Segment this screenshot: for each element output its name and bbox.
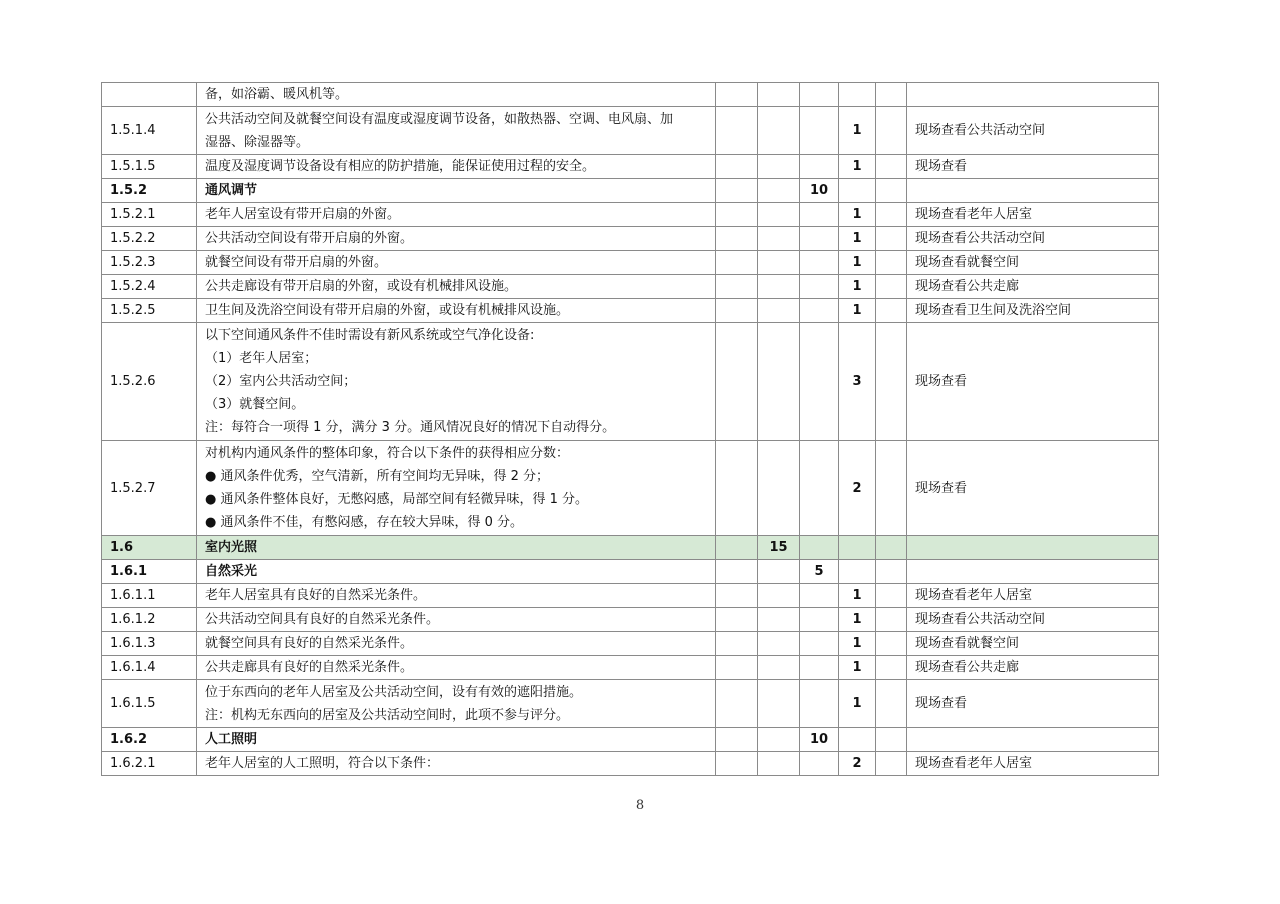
table-row: [102, 323, 1159, 441]
score-col-5: [876, 752, 907, 776]
score-col-1: [716, 728, 758, 752]
item-description: [197, 179, 716, 203]
item-description: [197, 107, 716, 155]
item-code: 1.6.1.5: [102, 680, 197, 728]
item-description: [197, 251, 716, 275]
assessment-method: [907, 83, 1159, 107]
assessment-method: 现场查看公共活动空间: [907, 227, 1159, 251]
item-description: [197, 203, 716, 227]
score-col-2: [758, 728, 800, 752]
score-col-3: [800, 227, 839, 251]
description-line: （2）室内公共活动空间；: [205, 374, 357, 389]
score-col-4: 1: [839, 203, 876, 227]
score-col-4: 1: [839, 155, 876, 179]
score-col-4: [839, 536, 876, 560]
item-description: [197, 752, 716, 776]
score-col-1: [716, 608, 758, 632]
item-code: 1.5.2.6: [102, 323, 197, 441]
score-col-3: [800, 323, 839, 441]
score-col-1: [716, 107, 758, 155]
item-description: [197, 584, 716, 608]
description-line: 公共活动空间具有良好的自然采光条件。: [205, 612, 440, 627]
description-line: 老年人居室设有带开启扇的外窗。: [205, 207, 401, 222]
score-col-2: [758, 299, 800, 323]
section-row: [102, 536, 1159, 560]
item-code: 1.5.1.5: [102, 155, 197, 179]
description-line: 注：机构无东西向的居室及公共活动空间时，此项不参与评分。: [205, 707, 570, 723]
score-col-1: [716, 227, 758, 251]
score-col-3: [800, 155, 839, 179]
item-code: 1.5.2.5: [102, 299, 197, 323]
description-line: 室内光照: [205, 540, 258, 555]
score-col-3: [800, 536, 839, 560]
description-line: （3）就餐空间。: [205, 397, 305, 412]
score-col-5: [876, 251, 907, 275]
score-col-4: 1: [839, 251, 876, 275]
description-line: 自然采光: [205, 564, 258, 579]
evaluation-table: [101, 82, 1159, 776]
score-col-1: [716, 584, 758, 608]
score-col-4: [839, 179, 876, 203]
assessment-method: [907, 179, 1159, 203]
assessment-method: 现场查看就餐空间: [907, 632, 1159, 656]
item-description: [197, 632, 716, 656]
item-code: 1.5.2.1: [102, 203, 197, 227]
score-col-4: 3: [839, 323, 876, 441]
description-line: 人工照明: [205, 732, 258, 747]
item-description: [197, 155, 716, 179]
score-col-3: [800, 441, 839, 536]
item-code: 1.6.1.2: [102, 608, 197, 632]
subsection-row: [102, 560, 1159, 584]
table-row: [102, 107, 1159, 155]
table-row: [102, 608, 1159, 632]
assessment-method: 现场查看就餐空间: [907, 251, 1159, 275]
item-description: [197, 656, 716, 680]
description-line: 湿器、除湿器等。: [205, 134, 310, 150]
item-code: 1.5.2.3: [102, 251, 197, 275]
score-col-1: [716, 203, 758, 227]
score-col-2: [758, 323, 800, 441]
assessment-method: 现场查看老年人居室: [907, 584, 1159, 608]
assessment-method: 现场查看公共活动空间: [907, 608, 1159, 632]
score-col-2: [758, 203, 800, 227]
score-col-2: [758, 275, 800, 299]
description-line: 对机构内通风条件的整体印象，符合以下条件的获得相应分数：: [205, 446, 570, 461]
score-col-1: [716, 155, 758, 179]
score-col-5: [876, 584, 907, 608]
score-col-5: [876, 155, 907, 179]
score-col-3: [800, 584, 839, 608]
item-description: [197, 728, 716, 752]
item-code: 1.6.1.4: [102, 656, 197, 680]
assessment-method: [907, 560, 1159, 584]
score-col-5: [876, 680, 907, 728]
item-code: 1.6.2: [102, 728, 197, 752]
score-col-5: [876, 227, 907, 251]
score-col-1: [716, 656, 758, 680]
score-col-3: 10: [800, 728, 839, 752]
item-description: [197, 441, 716, 536]
table-row: [102, 752, 1159, 776]
assessment-method: 现场查看: [907, 680, 1159, 728]
score-col-3: [800, 107, 839, 155]
description-line: ● 通风条件优秀，空气清新，所有空间均无异味，得 2 分；: [205, 469, 550, 484]
score-col-4: 1: [839, 632, 876, 656]
score-col-3: [800, 251, 839, 275]
table-row: [102, 441, 1159, 536]
score-col-5: [876, 536, 907, 560]
item-description: [197, 323, 716, 441]
item-description: [197, 608, 716, 632]
score-col-1: [716, 560, 758, 584]
score-col-5: [876, 323, 907, 441]
item-code: 1.5.1.4: [102, 107, 197, 155]
item-code: [102, 83, 197, 107]
score-col-1: [716, 275, 758, 299]
score-col-3: 10: [800, 179, 839, 203]
description-line: 卫生间及洗浴空间设有带开启扇的外窗，或设有机械排风设施。: [205, 303, 570, 318]
score-col-4: 2: [839, 441, 876, 536]
score-col-2: [758, 632, 800, 656]
score-col-2: [758, 680, 800, 728]
description-line: 以下空间通风条件不佳时需设有新风系统或空气净化设备:: [205, 328, 535, 343]
item-description: [197, 560, 716, 584]
score-col-4: 1: [839, 608, 876, 632]
item-description: [197, 680, 716, 728]
description-line: 注：每符合一项得 1 分，满分 3 分。通风情况良好的情况下自动得分。: [205, 420, 616, 435]
description-line: 备，如浴霸、暖风机等。: [205, 87, 349, 102]
score-col-4: 1: [839, 680, 876, 728]
score-col-2: [758, 752, 800, 776]
score-col-1: [716, 680, 758, 728]
score-col-2: [758, 107, 800, 155]
score-col-3: [800, 299, 839, 323]
score-col-4: 1: [839, 275, 876, 299]
score-col-5: [876, 608, 907, 632]
description-line: 老年人居室具有良好的自然采光条件。: [205, 588, 427, 603]
score-col-2: [758, 83, 800, 107]
item-description: [197, 536, 716, 560]
score-col-4: 1: [839, 584, 876, 608]
item-code: 1.6.1: [102, 560, 197, 584]
score-col-2: [758, 656, 800, 680]
item-description: [197, 83, 716, 107]
item-description: [197, 227, 716, 251]
score-col-2: [758, 251, 800, 275]
score-col-2: [758, 179, 800, 203]
score-col-4: 1: [839, 656, 876, 680]
description-line: 公共活动空间设有带开启扇的外窗。: [205, 231, 414, 246]
description-line: ● 通风条件整体良好，无憋闷感，局部空间有轻微异味，得 1 分。: [205, 492, 589, 507]
subsection-row: [102, 179, 1159, 203]
score-col-1: [716, 179, 758, 203]
item-code: 1.6: [102, 536, 197, 560]
score-col-3: [800, 203, 839, 227]
score-col-5: [876, 632, 907, 656]
assessment-method: 现场查看卫生间及洗浴空间: [907, 299, 1159, 323]
description-line: 位于东西向的老年人居室及公共活动空间，设有有效的遮阳措施。: [205, 684, 583, 700]
score-col-4: [839, 83, 876, 107]
page-number: 8: [635, 798, 645, 813]
score-col-1: [716, 323, 758, 441]
score-col-1: [716, 632, 758, 656]
score-col-4: 1: [839, 107, 876, 155]
assessment-method: 现场查看: [907, 323, 1159, 441]
score-col-1: [716, 299, 758, 323]
score-col-1: [716, 83, 758, 107]
table-row: [102, 203, 1159, 227]
description-line: 老年人居室的人工照明，符合以下条件：: [205, 756, 440, 771]
item-code: 1.5.2.2: [102, 227, 197, 251]
score-col-4: [839, 560, 876, 584]
score-col-5: [876, 560, 907, 584]
table-row: [102, 656, 1159, 680]
score-col-3: [800, 275, 839, 299]
score-col-5: [876, 179, 907, 203]
score-col-3: [800, 632, 839, 656]
description-line: 公共走廊具有良好的自然采光条件。: [205, 660, 414, 675]
assessment-method: 现场查看公共活动空间: [907, 107, 1159, 155]
description-line: 公共活动空间及就餐空间设有温度或湿度调节设备，如散热器、空调、电风扇、加: [205, 111, 674, 127]
item-code: 1.6.1.3: [102, 632, 197, 656]
score-col-5: [876, 203, 907, 227]
table-row: [102, 680, 1159, 728]
score-col-4: 1: [839, 299, 876, 323]
score-col-3: [800, 608, 839, 632]
score-col-1: [716, 536, 758, 560]
item-description: [197, 299, 716, 323]
score-col-1: [716, 441, 758, 536]
score-col-5: [876, 83, 907, 107]
score-col-2: [758, 155, 800, 179]
description-line: （1）老年人居室；: [205, 351, 318, 366]
table-row: [102, 155, 1159, 179]
table-row: [102, 299, 1159, 323]
score-col-3: 5: [800, 560, 839, 584]
score-col-3: [800, 752, 839, 776]
table-row: [102, 584, 1159, 608]
item-code: 1.5.2.4: [102, 275, 197, 299]
description-line: 公共走廊设有带开启扇的外窗，或设有机械排风设施。: [205, 279, 518, 294]
assessment-method: 现场查看公共走廊: [907, 656, 1159, 680]
description-line: 就餐空间具有良好的自然采光条件。: [205, 636, 414, 651]
description-line: 通风调节: [205, 183, 258, 198]
description-line: ● 通风条件不佳，有憋闷感，存在较大异味，得 0 分。: [205, 515, 524, 530]
score-col-2: [758, 227, 800, 251]
item-code: 1.5.2: [102, 179, 197, 203]
assessment-method: 现场查看公共走廊: [907, 275, 1159, 299]
score-col-5: [876, 441, 907, 536]
score-col-5: [876, 275, 907, 299]
score-col-5: [876, 299, 907, 323]
score-col-3: [800, 83, 839, 107]
score-col-2: [758, 441, 800, 536]
score-col-5: [876, 107, 907, 155]
score-col-2: 15: [758, 536, 800, 560]
assessment-method: [907, 536, 1159, 560]
description-line: 温度及湿度调节设备设有相应的防护措施，能保证使用过程的安全。: [205, 159, 596, 174]
table-row: [102, 83, 1159, 107]
assessment-method: 现场查看: [907, 441, 1159, 536]
score-col-1: [716, 752, 758, 776]
subsection-row: [102, 728, 1159, 752]
description-line: 就餐空间设有带开启扇的外窗。: [205, 255, 388, 270]
score-col-5: [876, 728, 907, 752]
item-description: [197, 275, 716, 299]
item-code: 1.6.1.1: [102, 584, 197, 608]
table-row: [102, 632, 1159, 656]
score-col-3: [800, 680, 839, 728]
assessment-method: 现场查看老年人居室: [907, 203, 1159, 227]
assessment-method: 现场查看老年人居室: [907, 752, 1159, 776]
score-col-4: 2: [839, 752, 876, 776]
item-code: 1.5.2.7: [102, 441, 197, 536]
assessment-method: 现场查看: [907, 155, 1159, 179]
assessment-method: [907, 728, 1159, 752]
table-row: [102, 275, 1159, 299]
score-col-2: [758, 608, 800, 632]
score-col-5: [876, 656, 907, 680]
score-col-2: [758, 560, 800, 584]
score-col-4: [839, 728, 876, 752]
item-code: 1.6.2.1: [102, 752, 197, 776]
table-body: [102, 83, 1159, 776]
table-row: [102, 227, 1159, 251]
score-col-2: [758, 584, 800, 608]
score-col-1: [716, 251, 758, 275]
score-col-3: [800, 656, 839, 680]
table-row: [102, 251, 1159, 275]
score-col-4: 1: [839, 227, 876, 251]
